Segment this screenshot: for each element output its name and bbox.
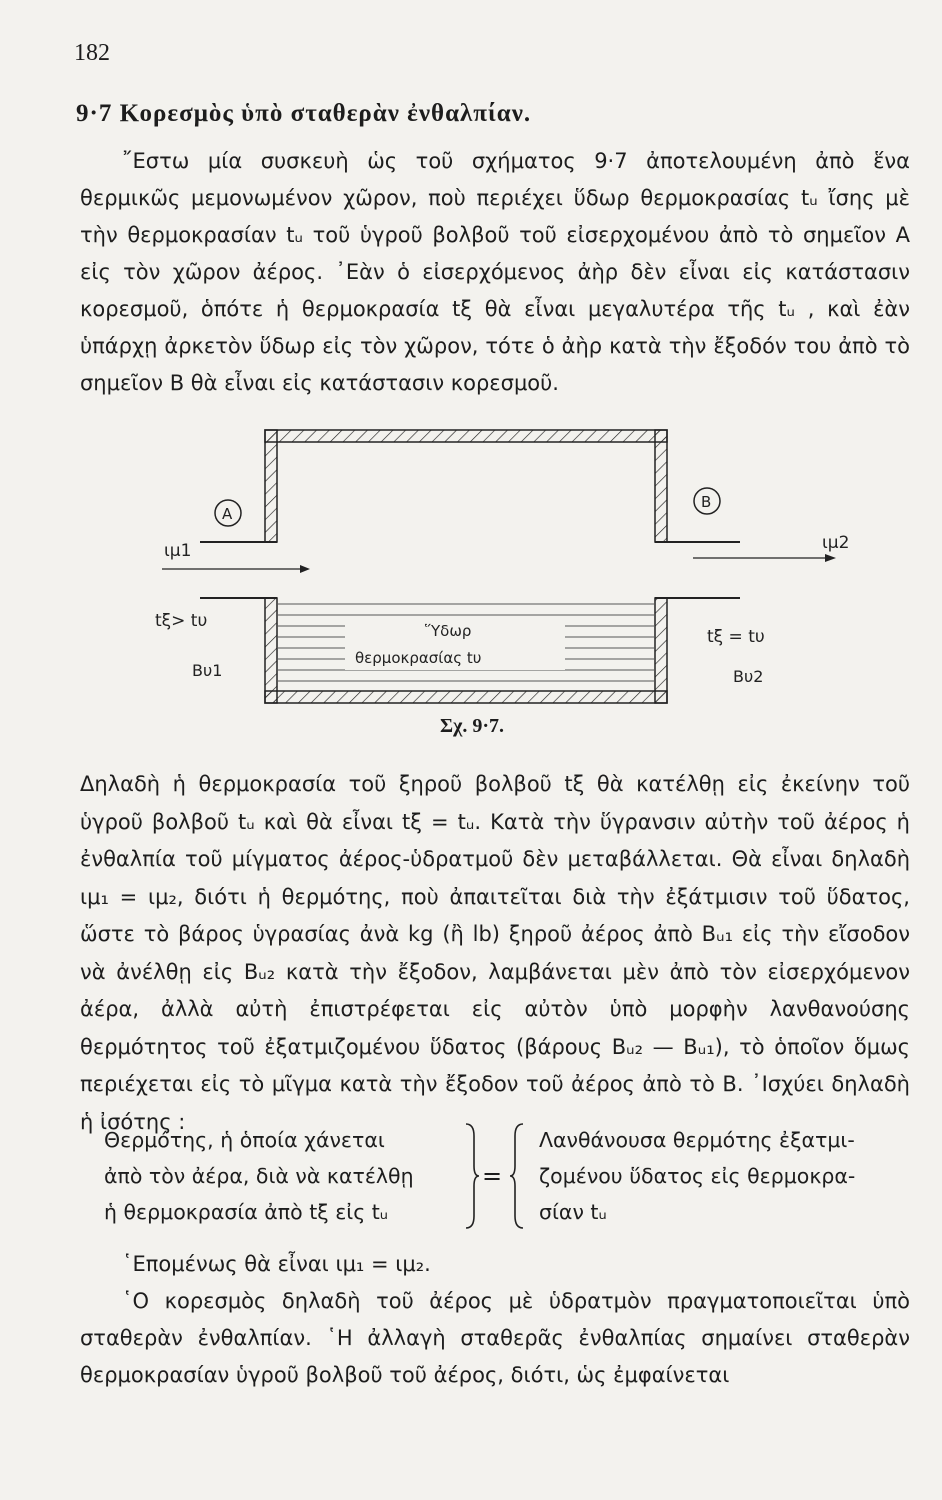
paragraph-intro-text: ῎Εστω μία συσκευὴ ὡς τοῦ σχήματος 9·7 ἀποτελουμένη ἀπὸ ἕνα θερμικῶς μεμονωμένον χῶρον, ποὺ περιέχει ὕδωρ θερμοκρασίας tᵤ ἴσης μὲ τὴν θερμοκρασίαν tᵤ τοῦ ὑγροῦ βολβοῦ τοῦ εἰσερχομένου ἀπὸ τὸ σημεῖον Α εἰς τὸν χῶρον ἀέρος. ᾿Εὰν ὁ εἰσερχόμενος ἀὴρ δὲν εἶναι εἰς κατάστασιν κορεσμοῦ, ὁπότε ἡ θερμοκρασία tξ θὰ εἶναι μεγαλυτέρα τῆς tᵤ , καὶ ἐὰν ὑπάρχῃ ἀρκετὸν ὕδωρ εἰς τὸν χῶρον, τότε ὁ ἀὴρ κατὰ τὴν ἔξοδόν του ἀπὸ τὸ σημεῖον Β θὰ εἶναι εἰς κατάστασιν κορεσμοῦ.: [80, 149, 910, 395]
inlet-condition-label: tξ> tυ: [155, 611, 208, 631]
water-label-1: Ὕδωρ: [425, 622, 472, 640]
equality-right-line-3: σίαν tᵤ: [539, 1200, 607, 1224]
outlet-moisture-label: Bυ2: [733, 667, 764, 686]
page-number: 182: [74, 40, 110, 66]
outlet-flow-label: ιμ2: [822, 533, 850, 553]
figure-caption: Σχ. 9·7.: [440, 715, 504, 737]
paragraph-conclusion: [80, 1246, 910, 1394]
paragraph-intro: [80, 143, 910, 402]
inlet-moisture-label: Bυ1: [192, 661, 223, 680]
conclusion-line-1: ῾Επομένως θὰ εἶναι ιμ₁ = ιμ₂.: [122, 1252, 431, 1276]
equality-left-side: [104, 1122, 459, 1230]
equality-right-line-2: ζομένου ὕδατος εἰς θερμοκρα-: [539, 1164, 856, 1188]
left-brace: [509, 1122, 525, 1230]
water-label-2: θερμοκρασίας tυ: [355, 649, 482, 667]
point-b-label: B: [701, 493, 712, 511]
equality-left-line-3: ἡ θερμοκρασία ἀπὸ tξ εἰς tᵤ: [104, 1200, 389, 1224]
outlet-arrowhead: [825, 554, 836, 562]
section-title: 9·7 Κορεσμὸς ὑπὸ σταθερὰν ἐνθαλπίαν.: [76, 100, 532, 127]
equality-left-line-2: ἀπὸ τὸν ἀέρα, διὰ νὰ κατέλθῃ: [104, 1164, 414, 1188]
figure-9-7-diagram: [150, 418, 870, 718]
inlet-arrowhead: [300, 565, 310, 573]
point-a-label: A: [222, 505, 233, 523]
outlet-condition-label: tξ = tυ: [707, 627, 765, 647]
inlet-flow-label: ιμ1: [164, 541, 192, 561]
right-brace: [464, 1122, 480, 1230]
equality-right-line-1: Λανθάνουσα θερμότης ἐξατμι-: [539, 1128, 855, 1152]
equality-left-line-1: Θερμότης, ἡ ὁποία χάνεται: [104, 1128, 385, 1152]
conclusion-text: ῾Ο κορεσμὸς δηλαδὴ τοῦ ἀέρος μὲ ὑδρατμὸν πραγματοποιεῖται ὑπὸ σταθερὰν ἐνθαλπίαν. ῾Η ἀλλαγὴ σταθερᾶς ἐνθαλπίας σημαίνει σταθερὰν θερμοκρασίαν ὑγροῦ βολβοῦ τοῦ ἀέρος, διότι, ὡς ἐμφαίνεται: [80, 1289, 910, 1387]
equals-sign: =: [482, 1162, 503, 1190]
paragraph-explanation: [80, 766, 910, 1141]
equality-statement: [104, 1122, 924, 1237]
upper-chamber-wall: [265, 430, 667, 542]
equality-right-side: [539, 1122, 929, 1230]
paragraph-explanation-text: Δηλαδὴ ἡ θερμοκρασία τοῦ ξηροῦ βολβοῦ tξ θὰ κατέλθῃ εἰς ἐκείνην τοῦ ὑγροῦ βολβοῦ tᵤ καὶ θὰ εἶναι tξ = tᵤ. Κατὰ τὴν ὕγρανσιν αὐτὴν τοῦ ἀέρος ἡ ἐνθαλπία τοῦ μίγματος ἀέρος-ὑδρατμοῦ δὲν μεταβάλλεται. Θὰ εἶναι δηλαδὴ ιμ₁ = ιμ₂, διότι ἡ θερμότης, ποὺ ἀπαιτεῖται διὰ τὴν ἐξάτμισιν τοῦ ὕδατος, ὥστε τὸ βάρος ὑγρασίας ἀνὰ kg (ἢ lb) ξηροῦ ἀέρος ἀπὸ Bᵤ₁ εἰς τὴν εἴσοδον νὰ ἀνέλθῃ εἰς Bᵤ₂ κατὰ τὴν ἔξοδον, λαμβάνεται μὲν ἀπὸ τὸν εἰσερχόμενον ἀέρα, ἀλλὰ αὐτὴ ἐπιστρέφεται εἰς αὐτὸν ὑπὸ μορφὴν λανθανούσης θερμότητος τοῦ ἐξατμιζομένου ὕδατος (βάρους Bᵤ₂ — Bᵤ₁), τὸ ὁποῖον ὅμως περιέχεται εἰς τὸ μῖγμα κατὰ τὴν ἔξοδον τοῦ ἀέρος ἀπὸ τὸ Β. ᾿Ισχύει δηλαδὴ ἡ ἰσότης :: [80, 772, 910, 1134]
